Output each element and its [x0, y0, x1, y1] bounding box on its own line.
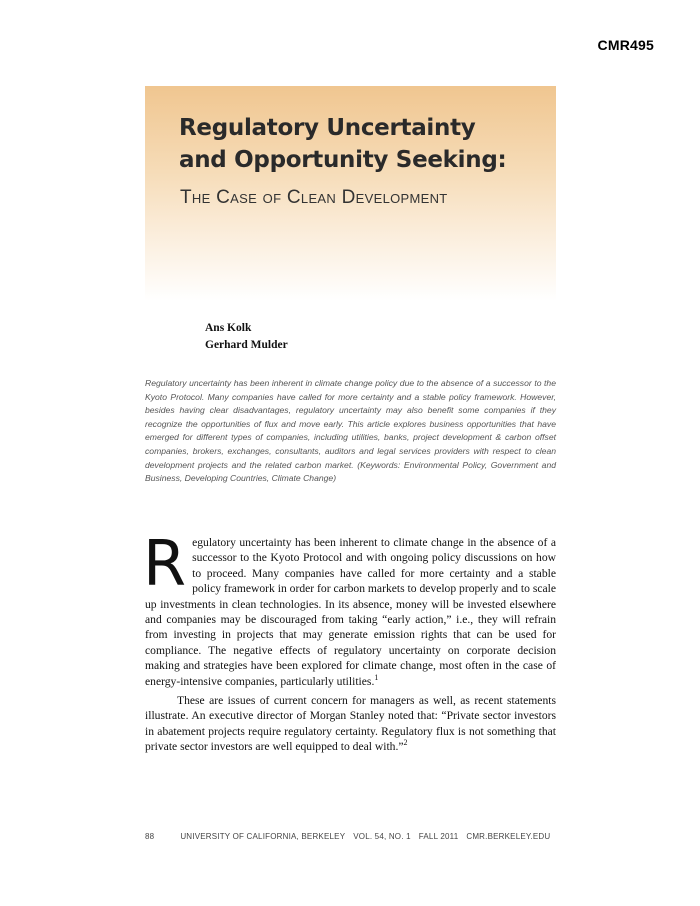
author-list	[205, 320, 288, 354]
author-name: Gerhard Mulder	[205, 339, 288, 351]
body-paragraph	[143, 527, 556, 689]
footer-volume: VOL. 54, NO. 1	[353, 832, 411, 841]
page-footer	[145, 832, 558, 841]
article-code: CMR495	[597, 37, 654, 53]
footer-university: UNIVERSITY OF CALIFORNIA, BERKELEY	[180, 832, 346, 841]
footnote-ref[interactable]: 2	[403, 738, 408, 748]
footer-url[interactable]: CMR.BERKELEY.EDU	[466, 832, 551, 841]
page-number: 88	[145, 832, 155, 841]
drop-cap: R	[143, 527, 187, 600]
paragraph-text: egulatory uncertainty has been inherent to climate change in the absence of a successor to the Kyoto Protocol and with ongoing policy discussions on how to proceed. Many companies have called for more certainty and a stable policy framework in order for carbon markets to develop properly and to scale up investments in clean technologies. In its absence, money will be invested elsewhere and companies may be discouraged from taking “early action,” i.e., they will refrain from investing in projects that may generate emission rights that can be used for compliance. The negative effects of regulatory uncertainty on corporate decision making and strategies have been explored for climate change, most often in the case of energy-intensive companies, particularly utilities.	[145, 536, 556, 688]
body-paragraph	[145, 693, 556, 755]
article-body	[143, 527, 556, 755]
footnote-ref[interactable]: 1	[374, 672, 379, 682]
title-line-1: Regulatory Uncertainty	[179, 115, 476, 141]
title-banner	[145, 86, 556, 301]
paragraph-text: These are issues of current concern for managers as well, as recent statements illustrate. An executive director of Morgan Stanley noted that: “Private sector investors in abatement projects require regulatory certainty. Regulatory flux is not something that private sector investors are well equipped to deal with.”	[145, 694, 556, 754]
abstract: Regulatory uncertainty has been inherent in climate change policy due to the absence of a successor to the Kyoto Protocol. Many companies have called for more certainty and a stable policy framework. However, besides having clear disadvantages, regulatory uncertainty may also benefit some companies if they recognize the opportunities of flux and move early. This article explores business opportunities that have emerged for different types of companies, including utilities, banks, project development & carbon offset companies, brokers, exchanges, consultants, auditors and legal services providers with respect to clean development projects and the related carbon market. (Keywords: Environmental Policy, Government and Business, Developing Countries, Climate Change)	[145, 378, 556, 484]
article-subtitle: The Case of Clean Development	[180, 187, 448, 208]
article-title	[179, 112, 506, 176]
title-line-2: and Opportunity Seeking:	[179, 147, 507, 173]
footer-date: FALL 2011	[418, 832, 459, 841]
author-name: Ans Kolk	[205, 322, 252, 334]
